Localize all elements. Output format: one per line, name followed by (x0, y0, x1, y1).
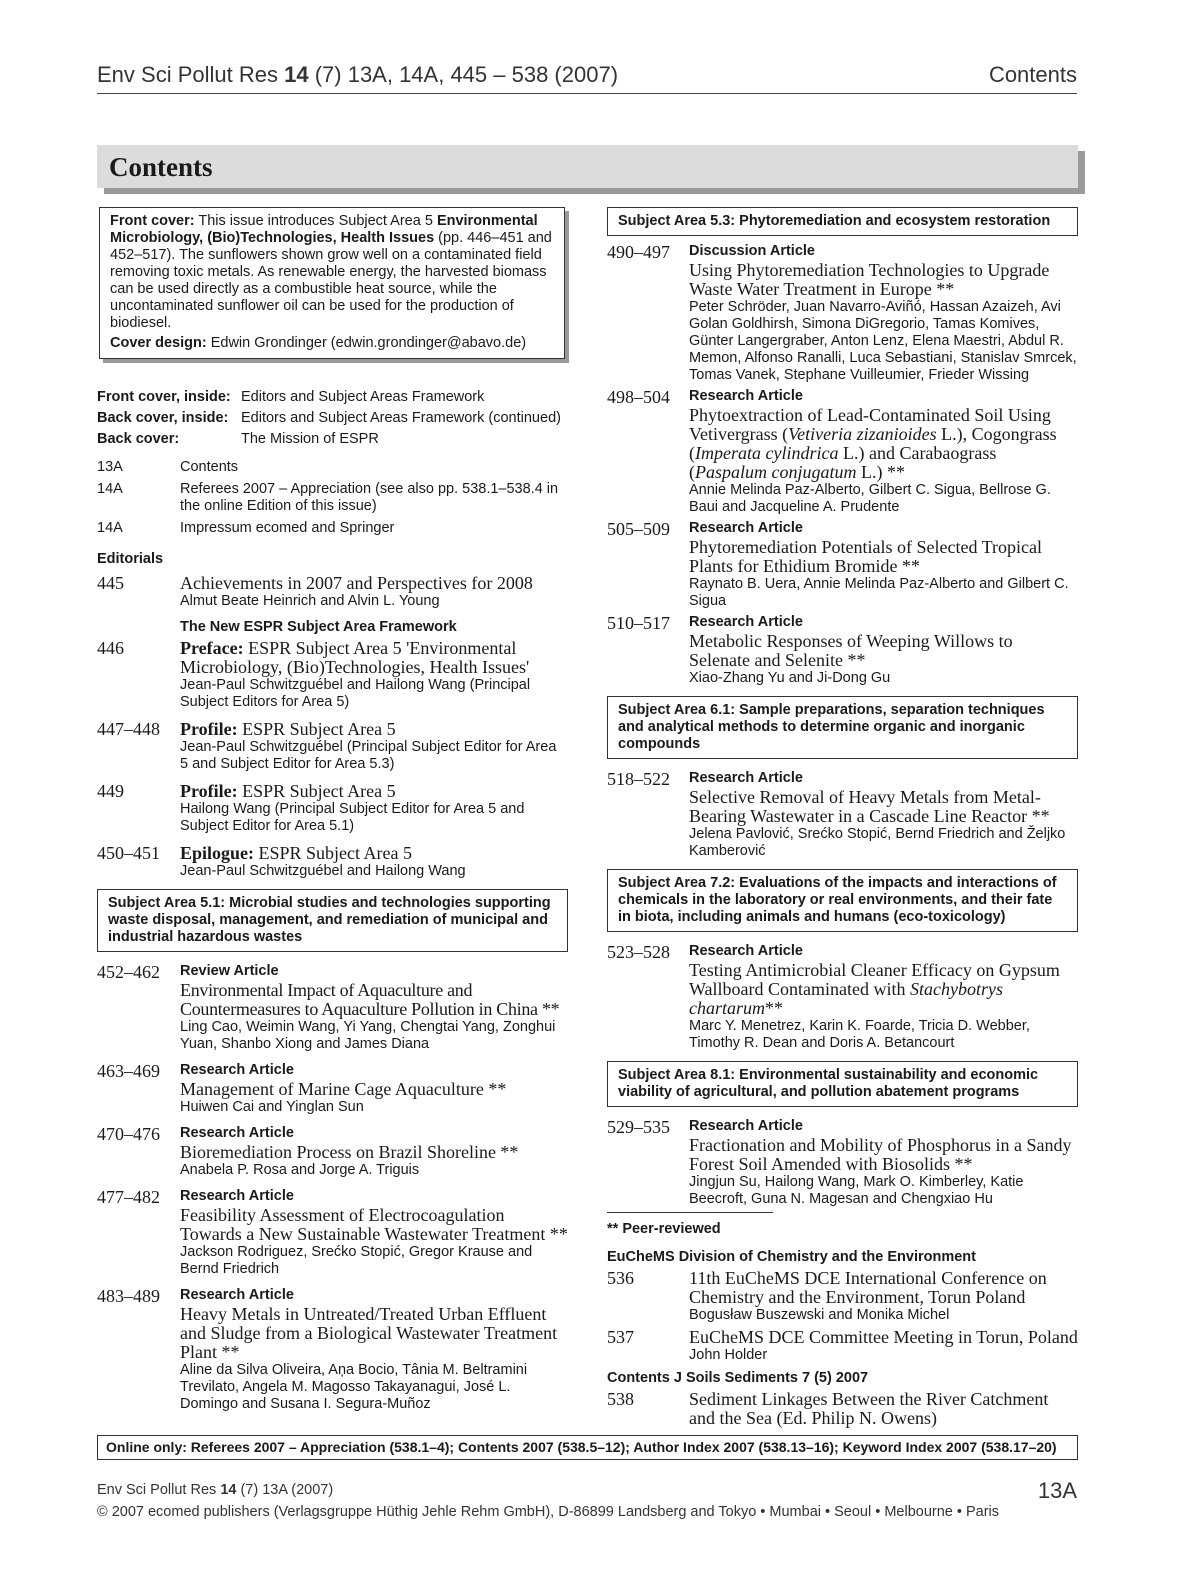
page-number: 13A (1037, 1478, 1077, 1503)
editorials-heading: Editorials (97, 551, 164, 567)
toc-entry[interactable]: 447–448 Profile: ESPR Subject Area 5 Jean-Paul Schwitzguébel (Principal Subject Editor for Area 5 and Subject Editor for Area 5.3) (97, 719, 557, 772)
prelims-list (97, 459, 568, 537)
toc-entry[interactable]: 523–528 Research Article Testing Antimicrobial Cleaner Efficacy on Gypsum Wallboard Contaminated with Stachybotrys chartarum** Marc Y. Menetrez, Karin K. Foarde, Tricia D. Webber, Timothy R. Dean and Doris A. Betancourt (607, 942, 1060, 1051)
toc-entry[interactable]: 463–469 Research Article Management of Marine Cage Aquaculture ** Huiwen Cai and Yinglan Sun (97, 1061, 507, 1115)
toc-entry[interactable]: 529–535 Research Article Fractionation and Mobility of Phosphorus in a Sandy Forest Soil Amended with Biosolids ** Jingjun Su, Hailong Wang, Mark O. Kimberley, Katie Beecroft, Guna N. Magesan and Chengxiao Hu (607, 1117, 1072, 1207)
list-item: Back cover: The Mission of ESPR (97, 431, 379, 447)
toc-entry[interactable]: 470–476 Research Article Bioremediation Process on Brazil Shoreline ** Anabela P. Rosa and Jorge A. Triguis (97, 1124, 519, 1178)
toc-entry[interactable]: 490–497 Discussion Article Using Phytoremediation Technologies to Upgrade Waste Water Treatment in Europe ** Peter Schröder, Juan Navarro-Aviñó, Hassan Azaizeh, Avi Golan Goldhirsh, Simona DiGregorio, Tamas Komives, Günter Langergraber, Anton Lenz, Elena Maestri, Abdul R. Memon, Alfonso Ranalli, Luca Sebastiani, Stanislav Smrcek, Tomas Vanek, Stephane Vuilleumier, Frieder Wissing (607, 242, 1077, 383)
list-item: 14A Impressum ecomed and Springer (97, 520, 395, 536)
subject-area-8-1-box: Subject Area 8.1: Environmental sustainability and economic viability of agricultural, and pollution abatement programs (607, 1061, 1078, 1107)
left-column (97, 207, 568, 1422)
euchems-heading: EuCheMS Division of Chemistry and the Environment (607, 1249, 976, 1265)
toc-entry[interactable]: 450–451 Epilogue: ESPR Subject Area 5 Jean-Paul Schwitzguébel and Hailong Wang (97, 843, 466, 879)
list-item: 13A Contents (97, 459, 239, 475)
toc-entry[interactable]: 477–482 Research Article Feasibility Assessment of Electrocoagulation Towards a New Sustainable Wastewater Treatment ** Jackson Rodriguez, Srećko Stopić, Gregor Krause and Bernd Friedrich (97, 1187, 568, 1277)
online-only-box: Online only: Referees 2007 – Appreciation (538.1–4); Contents 2007 (538.5–12); Author Index 2007 (538.13–16); Keyword Index 2007 (538.17–20) (97, 1435, 1078, 1460)
toc-entry[interactable]: 538 Sediment Linkages Between the River Catchment and the Sea (Ed. Philip N. Owens) (607, 1389, 1049, 1428)
copyright-line: © 2007 ecomed publishers (Verlagsgruppe Hüthig Jehle Rehm GmbH), D-86899 Landsberg and Tokyo • Mumbai • Seoul • Melbourne • Paris (97, 1504, 1000, 1520)
list-item: Back cover, inside: Editors and Subject Areas Framework (continued) (97, 410, 561, 426)
jss-heading: Contents J Soils Sediments 7 (5) 2007 (607, 1370, 869, 1386)
toc-entry[interactable]: 518–522 Research Article Selective Removal of Heavy Metals from Metal-Bearing Wastewater in a Cascade Line Reactor ** Jelena Pavlović, Srećko Stopić, Bernd Friedrich and Željko Kamberović (607, 769, 1066, 859)
running-header (97, 62, 1077, 94)
peer-reviewed-note: ** Peer-reviewed (607, 1212, 773, 1238)
subject-area-5-3-box: Subject Area 5.3: Phytoremediation and ecosystem restoration (607, 207, 1078, 236)
toc-entry[interactable]: 505–509 Research Article Phytoremediation Potentials of Selected Tropical Plants for Ethidium Bromide ** Raynato B. Uera, Annie Melinda Paz-Alberto and Gilbert C. Sigua (607, 519, 1069, 609)
footer-citation: Env Sci Pollut Res 14 (7) 13A (2007) (97, 1482, 334, 1498)
cover-pages-list (97, 387, 568, 450)
header-section: Contents (988, 62, 1077, 87)
toc-entry[interactable]: 536 11th EuCheMS DCE International Conference on Chemistry and the Environment, Torun Poland Bogusław Buszewski and Monika Michel (607, 1268, 1047, 1323)
toc-entry[interactable]: 449 Profile: ESPR Subject Area 5 Hailong Wang (Principal Subject Editor for Area 5 and Subject Editor for Area 5.1) (97, 781, 525, 834)
toc-entry[interactable]: 537 EuCheMS DCE Committee Meeting in Torun, Poland John Holder (607, 1327, 1078, 1363)
page-title: Contents (109, 152, 213, 182)
list-item: Front cover, inside: Editors and Subject Areas Framework (97, 389, 485, 405)
right-column (607, 207, 1078, 1437)
subject-area-7-2-box: Subject Area 7.2: Evaluations of the impacts and interactions of chemicals in the laboratory or real environments, and their fate in biota, including animals and humans (eco-toxicology) (607, 869, 1078, 932)
header-citation: Env Sci Pollut Res 14 (7) 13A, 14A, 445 – 538 (2007) (97, 62, 619, 87)
cover-info-box: Front cover: This issue introduces Subject Area 5 Environmental Microbiology, (Bio)Technologies, Health Issues (pp. 446–451 and 452–517). The sunflowers shown grow well on a contaminated field removing toxic metals. As renewable energy, the harvested biomass can be used directly as a combustible heat source, while the uncontaminated sunflower oil can be used for the production of biodiesel. Cover design: Edwin Grondinger (edwin.grondinger@abavo.de) (99, 207, 565, 359)
toc-entry[interactable]: 445 Achievements in 2007 and Perspectives for 2008 Almut Beate Heinrich and Alvin L. Young (97, 573, 533, 609)
contents-banner (97, 145, 1078, 188)
list-item: 14A Referees 2007 – Appreciation (see also pp. 538.1–538.4 in the online Edition of this issue) (97, 481, 559, 514)
subject-area-6-1-box: Subject Area 6.1: Sample preparations, separation techniques and analytical methods to determine organic and inorganic compounds (607, 696, 1078, 759)
toc-entry[interactable]: 498–504 Research Article Phytoextraction of Lead-Contaminated Soil Using Vetivergrass (Vetiveria zizanioides L.), Cogongrass (Imperata cylindrica L.) and Carabaograss (Paspalum conjugatum L.) ** Annie Melinda Paz-Alberto, Gilbert C. Sigua, Bellrose G. Baui and Jacqueline A. Prudente (607, 387, 1057, 515)
framework-heading: The New ESPR Subject Area Framework (180, 619, 457, 635)
subject-area-5-1-box: Subject Area 5.1: Microbial studies and technologies supporting waste disposal, management, and remediation of municipal and industrial hazardous wastes (97, 889, 568, 952)
toc-entry[interactable]: 483–489 Research Article Heavy Metals in Untreated/Treated Urban Effluent and Sludge from a Biological Wastewater Treatment Plant ** Aline da Silva Oliveira, Aņa Bocio, Tânia M. Beltramini Trevilato, Angela M. Magosso Takayanagui, José L. Domingo and Susana I. Segura-Muñoz (97, 1286, 558, 1412)
toc-entry[interactable]: 452–462 Review Article Environmental Impact of Aquaculture and Countermeasures to Aquaculture Pollution in China ** Ling Cao, Weimin Wang, Yi Yang, Chengtai Yang, Zonghui Yuan, Shanbo Xiong and James Diana (97, 962, 560, 1052)
cover-design: Cover design: Edwin Grondinger (edwin.grondinger@abavo.de) (110, 335, 527, 351)
toc-entry[interactable]: 446 Preface: ESPR Subject Area 5 'Environmental Microbiology, (Bio)Technologies, Health Issues' Jean-Paul Schwitzguébel and Hailong Wang (Principal Subject Editors for Area 5) (97, 638, 531, 710)
toc-entry[interactable]: 510–517 Research Article Metabolic Responses of Weeping Willows to Selenate and Selenite ** Xiao-Zhang Yu and Ji-Dong Gu (607, 613, 1013, 686)
